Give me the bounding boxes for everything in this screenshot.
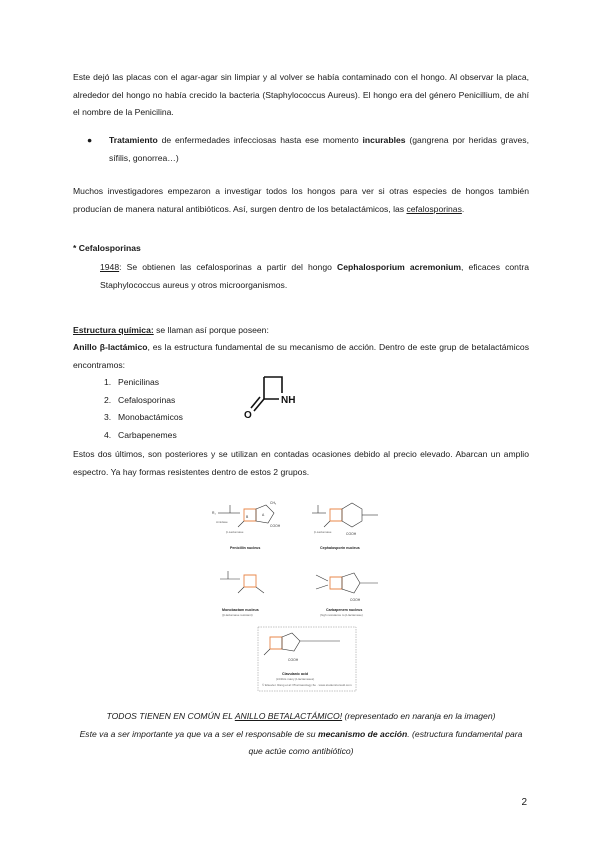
list-item: 4. Carbapenemes — [104, 429, 177, 440]
ring-nh-label: NH — [281, 395, 296, 406]
svg-text:Clavulanic acid: Clavulanic acid — [282, 672, 309, 676]
monobactam-structure — [220, 571, 264, 617]
svg-text:β-Lactamase: β-Lactamase — [314, 530, 332, 534]
carbonyl-bond — [254, 399, 264, 411]
svg-text:(inhibits many β-lactamases): (inhibits many β-lactamases) — [276, 677, 315, 681]
bullet-text: Tratamiento de enfermedades infecciosas hasta ese momento incurables (gangrena por heridas graves, sífilis, gonorrea…) — [109, 135, 529, 163]
list-item: 2. Cefalosporinas — [104, 394, 176, 405]
paragraph-fleming: Este dejó las placas con el agar-agar sin limpiar y al volver se había contaminado con el hongo. Al observar la placa, alrededor del hongo no había crecido la bacteria (Staphylococcus Aureus). El hongo era del género Penicillium, de ahí el nombre de la Penicilina. — [73, 72, 529, 117]
svg-text:β-Lactamase: β-Lactamase — [226, 530, 244, 534]
svg-text:Amidase: Amidase — [216, 520, 228, 524]
list-item: 3. Monobactámicos — [104, 412, 183, 422]
figure-caption: TODOS TIENEN EN COMÚN EL ANILLO BETALACTÁMICO! (representado en naranja en la imagen) Este va a ser importante ya que va a ser el responsable de su mecanismo de acción. (estructura fundamental para que actúe como antibiótico) — [79, 711, 523, 756]
svg-text:CH₃: CH₃ — [270, 501, 277, 505]
paragraph-carbapenemes: Estos dos últimos, son posteriores y se utilizan en contadas ocasiones debido al precio elevado. Abarcan un amplio espectro. Ya hay formas resistentes dentro de estos 2 grupos. — [73, 449, 529, 477]
svg-text:Monobactam nucleus: Monobactam nucleus — [222, 608, 259, 612]
svg-text:COOH: COOH — [346, 532, 357, 536]
penicillin-structure — [212, 501, 281, 550]
carbapenem-structure — [316, 573, 378, 617]
betalactam-nuclei-figure — [206, 489, 402, 695]
svg-text:R₁: R₁ — [212, 511, 216, 515]
svg-text:A: A — [262, 513, 265, 517]
paragraph-anillo: Anillo β-lactámico, es la estructura fundamental de su mecanismo de acción. Dentro de este grup de betalactámicos encontramos: — [73, 342, 529, 370]
svg-text:Penicillin nucleus: Penicillin nucleus — [230, 546, 261, 550]
svg-text:(β-lactamase resistant): (β-lactamase resistant) — [222, 613, 253, 617]
cephalosporin-structure — [312, 503, 378, 550]
svg-text:(high resistance to β-lactamas: (high resistance to β-lactamase) — [320, 613, 363, 617]
list-item: 1. Penicilinas — [104, 377, 160, 387]
svg-text:Carbapenem nucleus: Carbapenem nucleus — [326, 608, 363, 612]
svg-text:COOH: COOH — [270, 524, 281, 528]
ring-o-label: O — [244, 410, 252, 421]
clavulanic-acid-structure — [258, 627, 356, 691]
svg-text:© Elsevier. Rang et al: Pharma: © Elsevier. Rang et al: Pharmacology 6e · www.studentconsult.com — [262, 683, 352, 687]
bullet-item-tratamiento — [87, 132, 529, 167]
beta-lactam-ring-diagram — [240, 371, 312, 421]
svg-text:COOH: COOH — [288, 658, 299, 662]
svg-text:B: B — [246, 515, 249, 519]
svg-text:COOH: COOH — [350, 598, 361, 602]
paragraph-investigadores: Muchos investigadores empezaron a investigar todos los hongos para ver si otras especies de hongos también producían de manera natural antibióticos. Así, surgen dentro de los betalactámicos, las cefalosporinas. — [73, 186, 529, 214]
bullet-dot-icon: ● — [87, 135, 93, 145]
estructura-quimica-line: Estructura química: se llaman así porque poseen: — [73, 325, 269, 335]
page-number: 2 — [521, 797, 527, 808]
section-heading-cefalosporinas: * Cefalosporinas — [73, 243, 141, 253]
svg-text:Cephalosporin nucleus: Cephalosporin nucleus — [320, 546, 360, 550]
paragraph-cefalosporinas: 1948: Se obtienen las cefalosporinas a partir del hongo Cephalosporium acremonium, eficaces contra Staphylococcus aureus y otros microorganismos. — [100, 262, 529, 290]
